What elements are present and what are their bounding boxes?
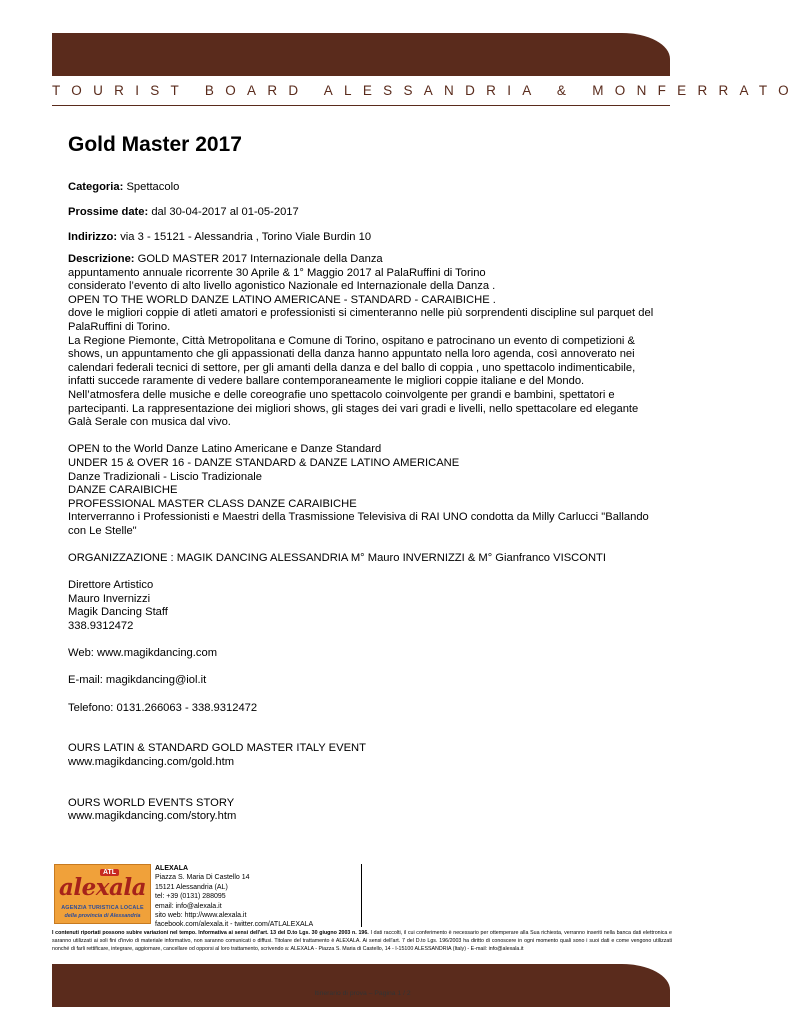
header-band <box>52 33 670 76</box>
category-field <box>68 181 179 195</box>
description-spacer <box>68 715 658 729</box>
description-spacer <box>68 688 658 702</box>
contact-name: ALEXALA <box>155 865 189 872</box>
page-number: Itinerario di prova – Pagina 1 / 2 <box>314 990 411 997</box>
description-line: OPEN to the World Danze Latino Americane e Danze Standard <box>68 443 382 456</box>
category-label: Categoria: <box>68 181 124 193</box>
description-line: OURS WORLD EVENTS STORY <box>68 796 235 809</box>
description-line: www.magikdancing.com/gold.htm <box>68 755 235 768</box>
description-body <box>68 267 658 824</box>
description-line: La Regione Piemonte, Città Metropolitana e Comune di Torino, ospitano e patrocinano un evento di competizioni & shows, un appuntamento che gli appassionati della danza hanno appuntato nella loro agenda, così annoverato nei calendari federali tecnici di settore, per gli amanti della danza e del ballo di coppia , uno spettacolo indimenticabile, infatti succede raramente di vedere ballare contemporaneamente le migliori coppie italiane e del Mondo. Nell’atmosfera delle musiche e delle coreografie uno spettacolo coinvolgente per grandi e bambini, spettatori e partecipanti. La rappresentazione dei migliori shows, gli stages dei vari gradi e livelli, nello spettacolare ed elegante Galà Serale con musica dal vivo. <box>68 334 639 429</box>
board-title: TOURIST BOARD ALESSANDRIA & MONFERRATO <box>52 83 800 98</box>
privacy-text: I dati raccolti, il cui conferimento è necessario per ottemperare alla Sua richiesta, verranno inseriti nella banca dati elettronica e saranno utilizzati ai soli fini d'invio di materiale informativo, non saranno comunicati o diffusi. Titolare del trattamento è ALEXALA. Ai sensi dell'art. 7 del D.to Lgs. 196/2003 ha diritto di conoscere in ogni momento quali sono i suoi dati e come vengono utilizzati nonché di farli rettificare, integrare, aggiornare, cancellare od opporsi al loro trattamento, scrivendo a: ALEXALA - Piazza S. Maria di Castello, 14 - I-15100 ALESSANDRIA (Italy) - E-mail: info@alexala.it <box>52 930 673 952</box>
header-divider <box>52 105 670 106</box>
description-line: Direttore Artistico <box>68 579 154 592</box>
description-line: OURS LATIN & STANDARD GOLD MASTER ITALY EVENT <box>68 742 366 755</box>
contact-city: 15121 Alessandria (AL) <box>155 883 228 891</box>
description-line: Mauro Invernizzi <box>68 592 151 605</box>
category-value: Spettacolo <box>126 181 180 193</box>
description-line: 338.9312472 <box>68 620 134 633</box>
contact-phone: tel: +39 (0131) 288095 <box>155 893 226 901</box>
description-line: UNDER 15 & OVER 16 - DANZE STANDARD & DANZE LATINO AMERICANE <box>68 456 460 469</box>
contact-street: Piazza S. Maria Di Castello 14 <box>155 874 250 882</box>
contact-social: facebook.com/alexala.it - twitter.com/ATLALEXALA <box>155 921 314 929</box>
description-line: Interverranno i Professionisti e Maestri della Trasmissione Televisiva di RAI UNO condotta da Milly Carlucci "Ballando con Le Stelle" <box>68 511 649 537</box>
description-line: Telefono: 0131.266063 - 338.9312472 <box>68 701 258 714</box>
contact-email: email: info@alexala.it <box>155 902 222 910</box>
description-spacer <box>68 729 658 743</box>
contact-website: sito web: http://www.alexala.it <box>155 912 247 920</box>
description-line: Magik Dancing Staff <box>68 606 168 619</box>
description-line: DANZE CARAIBICHE <box>68 484 178 497</box>
description-line: GOLD MASTER 2017 Internazionale della Danza <box>137 253 383 265</box>
description-line: OPEN TO THE WORLD DANZE LATINO AMERICANE - STANDARD - CARAIBICHE . <box>68 293 496 306</box>
logo-badge: ATL <box>100 869 119 876</box>
description-label: Descrizione: <box>68 253 135 265</box>
description-line: considerato l’evento di alto livello agonistico Nazionale ed Internazionale della Danza . <box>68 280 496 293</box>
description-block <box>68 253 658 824</box>
contact-block <box>155 864 313 930</box>
logo-subtitle: AGENZIA TURISTICA LOCALE <box>61 905 144 911</box>
address-label: Indirizzo: <box>68 231 118 243</box>
description-line: Danze Tradizionali - Liscio Tradizionale <box>68 470 263 483</box>
privacy-bold: I contenuti riportati possono subire variazioni nel tempo. Informativa ai sensi dell'art. 13 del D.to Lgs. 30 giugno 2003 n. 196. <box>52 930 369 936</box>
address-field <box>68 231 371 245</box>
dates-value: dal 30-04-2017 al 01-05-2017 <box>151 206 299 218</box>
dates-label: Prossime date: <box>68 206 149 218</box>
description-line: dove le migliori coppie di atleti amatori e professionisti si cimenteranno nelle più sorprendenti discipline sul parquet del PalaRuffini di Torino. <box>68 307 654 333</box>
logo-wordmark: alexala <box>59 874 147 901</box>
description-spacer <box>68 634 658 648</box>
logo-subtitle-2: della provincia di Alessandria <box>64 913 141 919</box>
alexala-logo <box>54 864 151 924</box>
description-line: Web: www.magikdancing.com <box>68 647 218 660</box>
description-spacer <box>68 783 658 797</box>
description-line: ORGANIZZAZIONE : MAGIK DANCING ALESSANDRIA M° Mauro INVERNIZZI & M° Gianfranco VISCONTI <box>68 552 606 565</box>
footer-band <box>52 964 670 1007</box>
dates-field <box>68 206 299 220</box>
description-line: E-mail: magikdancing@iol.it <box>68 674 207 687</box>
event-title: Gold Master 2017 <box>68 133 242 156</box>
description-spacer <box>68 661 658 675</box>
description-line: www.magikdancing.com/story.htm <box>68 810 237 823</box>
description-spacer <box>68 430 658 444</box>
description-line: appuntamento annuale ricorrente 30 Aprile & 1° Maggio 2017 al PalaRuffini di Torino <box>68 266 486 279</box>
description-line: PROFESSIONAL MASTER CLASS DANZE CARAIBICHE <box>68 497 357 510</box>
description-spacer <box>68 566 658 580</box>
description-spacer <box>68 770 658 784</box>
address-value: via 3 - 15121 - Alessandria , Torino Viale Burdin 10 <box>120 231 372 243</box>
privacy-notice <box>52 930 672 954</box>
description-first-line <box>68 253 658 267</box>
description-spacer <box>68 538 658 552</box>
footer-divider <box>361 864 362 927</box>
